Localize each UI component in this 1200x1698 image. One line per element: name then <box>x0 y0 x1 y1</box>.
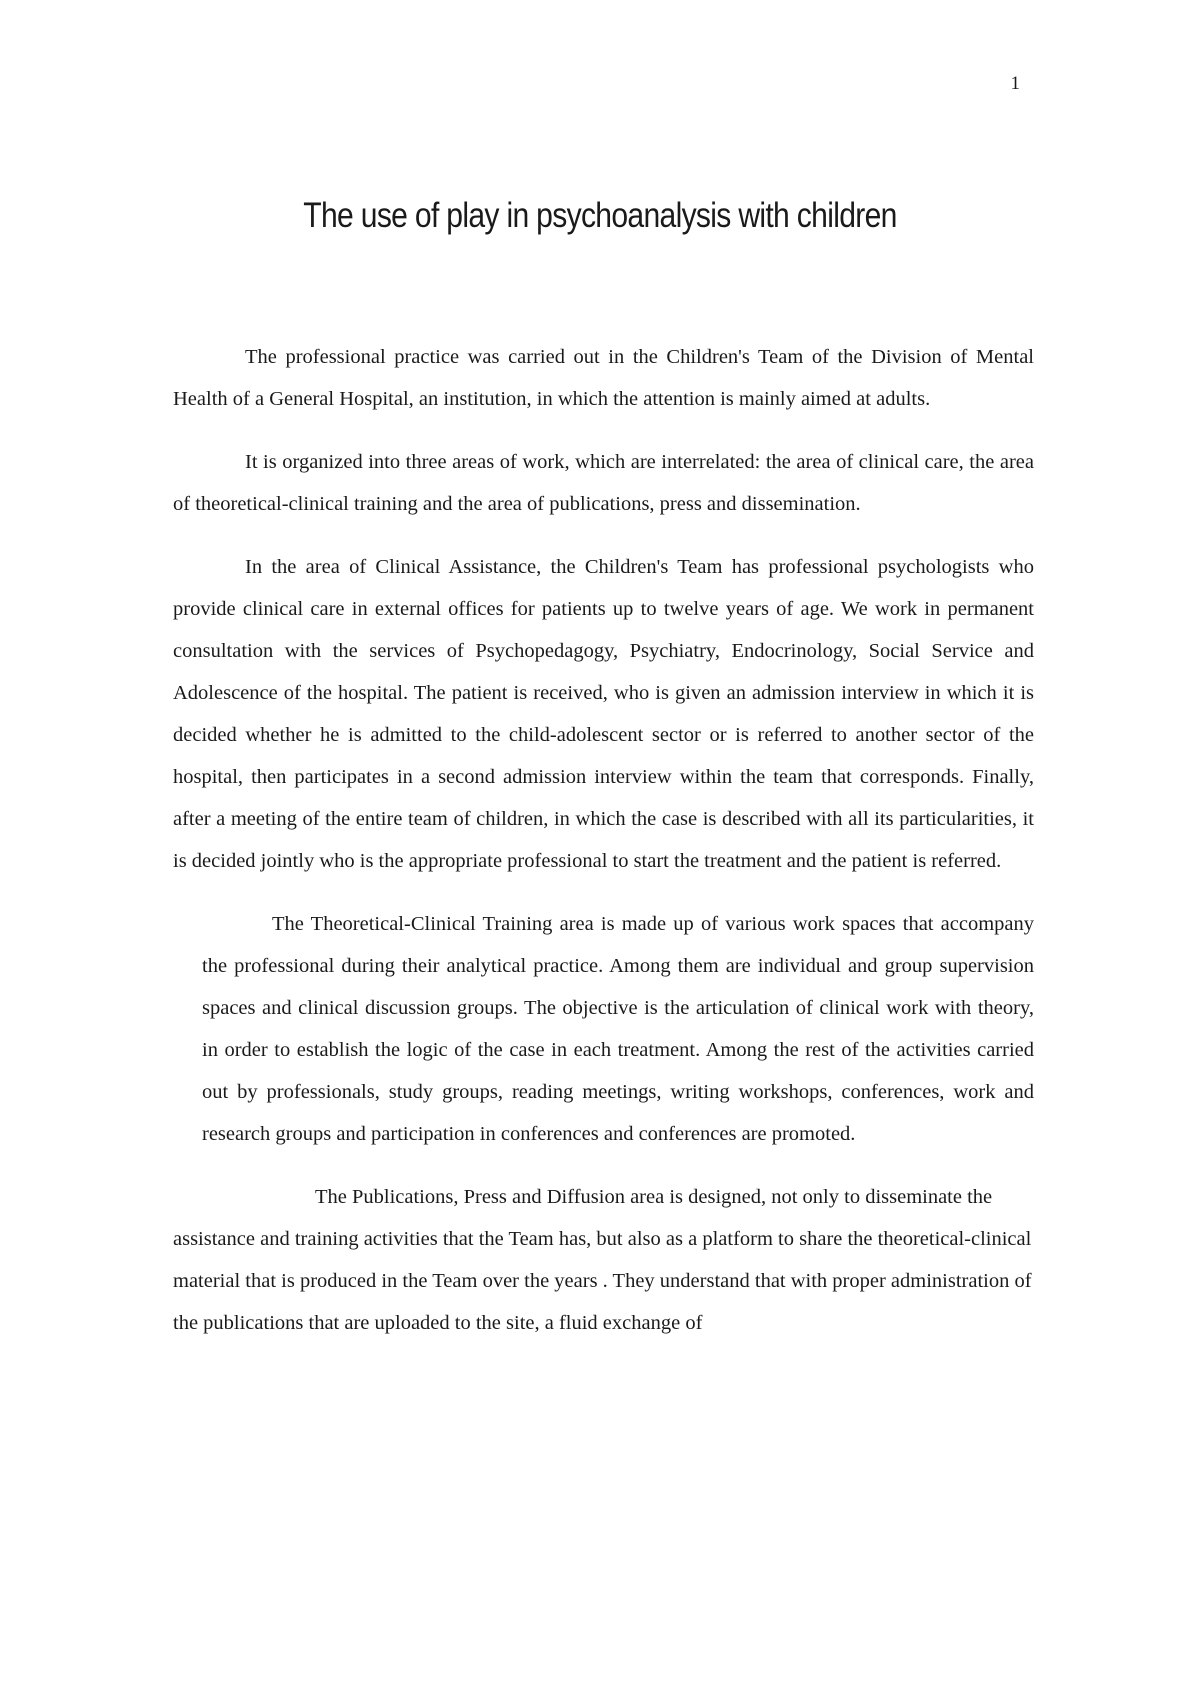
document-title: The use of play in psychoanalysis with children <box>303 196 897 235</box>
paragraph-publications-press-diffusion: The Publications, Press and Diffusion area is designed, not only to disseminate the assistance and training activities that the Team has, but also as a platform to share the theoretical-clinical material that is produced in the Team over the years . They understand that with proper administration of the publications that are uploaded to the site, a fluid exchange of <box>173 1186 1032 1334</box>
page-number: 1 <box>1010 73 1020 94</box>
paragraph-intro: The professional practice was carried out in the Children's Team of the Division of Mental Health of a General Hospital, an institution, in which the attention is mainly aimed at adults. <box>173 346 1034 410</box>
paragraph-theoretical-clinical-training: The Theoretical-Clinical Training area is made up of various work spaces that accompany the professional during their analytical practice. Among them are individual and group supervision spaces and clinical discussion groups. The objective is the articulation of clinical work with theory, in order to establish the logic of the case in each treatment. Among the rest of the activities carried out by professionals, study groups, reading meetings, writing workshops, conferences, work and research groups and participation in conferences and conferences are promoted. <box>202 913 1034 1145</box>
paragraph-areas-of-work: It is organized into three areas of work, which are interrelated: the area of clinical care, the area of theoretical-clinical training and the area of publications, press and dissemination. <box>173 451 1034 515</box>
paragraph-clinical-assistance: In the area of Clinical Assistance, the Children's Team has professional psychologists who provide clinical care in external offices for patients up to twelve years of age. We work in permanent consultation with the services of Psychopedagogy, Psychiatry, Endocrinology, Social Service and Adolescence of the hospital. The patient is received, who is given an admission interview in which it is decided whether he is admitted to the child-adolescent sector or is referred to another sector of the hospital, then participates in a second admission interview within the team that corresponds. Finally, after a meeting of the entire team of children, in which the case is described with all its particularities, it is decided jointly who is the appropriate professional to start the treatment and the patient is referred. <box>173 556 1034 872</box>
document-body <box>173 336 1034 1365</box>
